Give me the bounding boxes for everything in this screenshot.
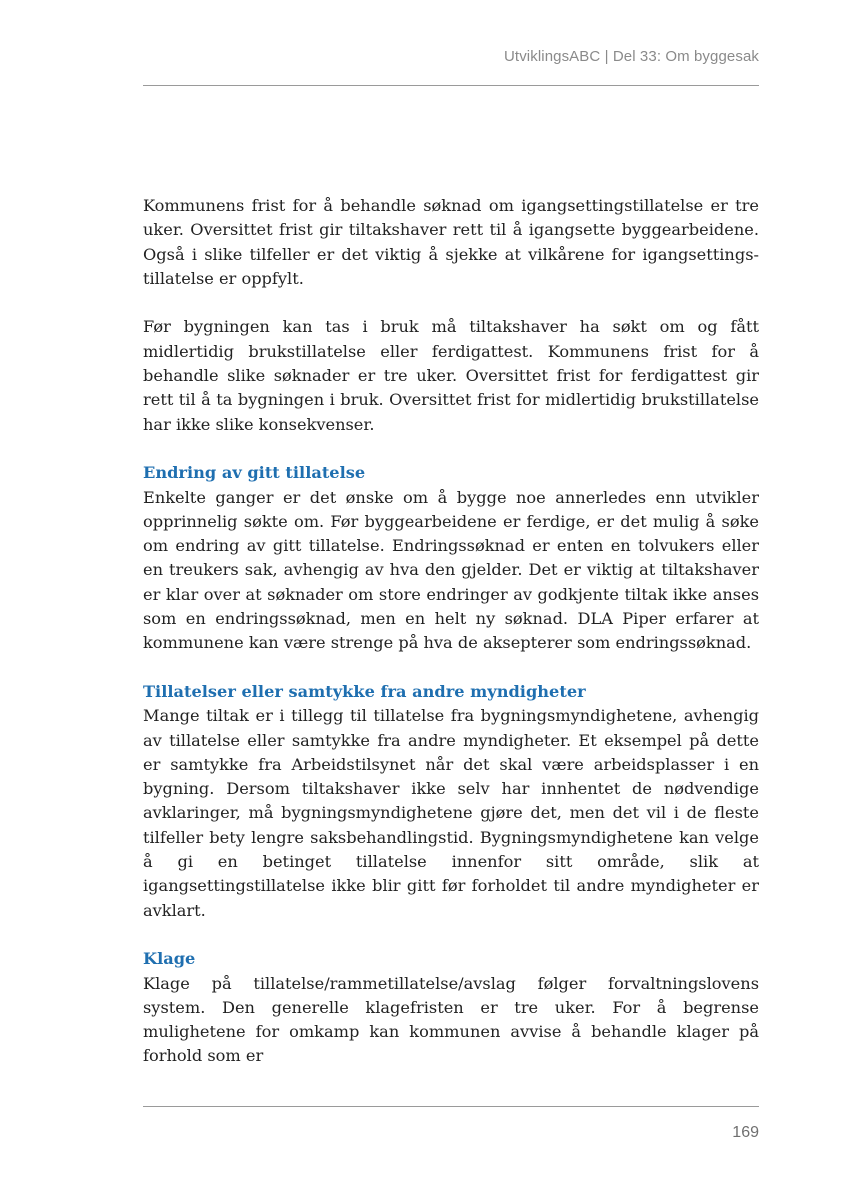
footer-divider xyxy=(143,1106,759,1107)
paragraph-start-permit-deadline: Kommunens frist for å behandle søknad om igangsettingstillatelse er tre uker. Oversittet frist gir tiltakshaver rett til å igangsette byggearbeidene. Også i slike tilfeller er det viktig å sjekke at vilkårene for igangsettingstillatelse er oppfylt. xyxy=(143,196,759,288)
header-divider xyxy=(143,85,759,86)
page-number: 169 xyxy=(732,1124,759,1141)
section-heading-appeal: Klage xyxy=(143,949,196,969)
section-heading-change-permit: Endring av gitt tillatelse xyxy=(143,463,366,483)
running-header: UtviklingsABC | Del 33: Om byggesak xyxy=(504,48,759,65)
section-text-appeal: Klage på tillatelse/rammetillatelse/avslag følger forvaltningslovens system. Den generelle klagefristen er tre uker. For å begrense mulighetene for omkamp kan kommunen avvise å behandle klager på forhold som er xyxy=(143,973,759,1066)
section-heading-other-authorities: Tillatelser eller samtykke fra andre myndigheter xyxy=(143,681,586,701)
section-text-other-authorities: Mange tiltak er i tillegg til tillatelse fra bygningsmyndighetene, avhengig av tillatelse eller samtykke fra andre myndigheter. Et eksempel på dette er samtykke fra Arbeidstilsynet når det skal være arbeidsplasser i en bygning. Dersom tiltakshaver ikke selv har innhentet de nødvendige avklaringer, må bygningsmyndighetene gjøre det, men det vil i de fleste tilfeller bety lengre saksbehandlingstid. Bygningsmyndighetene kan velge å gi en betinget tillatelse innenfor sitt område, slik at igangsettingstillatelse ikke blir gitt før forholdet til andre myndigheter er avklart. xyxy=(143,706,759,920)
paragraph-usage-permit: Før bygningen kan tas i bruk må tiltakshaver ha søkt om og fått midlertidig brukstillatelse eller ferdigattest. Kommunens frist for å behandle slike søknader er tre uker. Oversittet frist for ferdigattest gir rett til å ta bygningen i bruk. Oversittet frist for midlertidig brukstillatelse har ikke slike konsekvenser. xyxy=(143,317,759,434)
section-text-change-permit: Enkelte ganger er det ønske om å bygge noe annerledes enn utvikler opprinnelig søkte om. Før byggearbeidene er ferdige, er det mulig å søke om endring av gitt tillatelse. Endringssøknad er enten en tolvukers eller en treukers sak, avhengig av hva den gjelder. Det er viktig at tiltakshaver er klar over at søknader om store endringer av godkjente tiltak ikke anses som en endringssøknad, men en helt ny søknad. DLA Piper erfarer at kommunene kan være strenge på hva de aksepterer som endringssøknad. xyxy=(143,487,759,653)
page-body xyxy=(143,194,759,1069)
